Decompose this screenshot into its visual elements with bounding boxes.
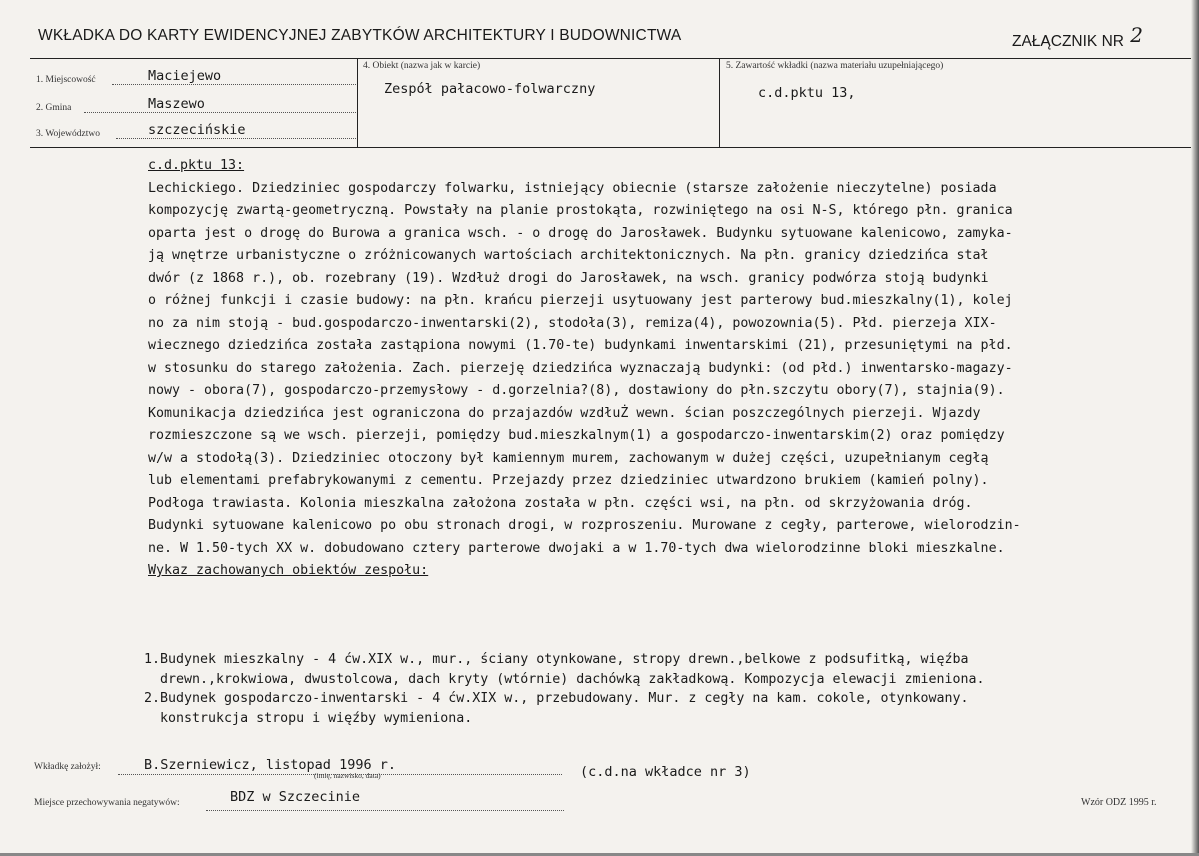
miejscowosc-label: 1. Miejscowość: [36, 75, 96, 85]
body-line: Podłoga trawiasta. Kolonia mieszkalna założona została w płn. części wsi, na płn. od skrzyżowania dróg.: [148, 495, 973, 511]
body-line: w/w a stodołą(3). Dziedziniec otoczony był kamiennym murem, zachowanym w dużej części, uzupełnianym cegłą: [148, 450, 989, 466]
objects-list: [144, 650, 985, 728]
scan-edge: [1191, 0, 1199, 856]
body-line: o różnej funkcji i czasie budowy: na płn. krańcu pierzeji usytuowany jest parterowy bud.mieszkalny(1), kolej: [148, 293, 1013, 308]
zawartosc-label: 5. Zawartość wkładki (nazwa materiału uzupełniającego): [726, 61, 944, 71]
negatives-field: [34, 789, 574, 812]
body-line: ją wnętrze urbanistyczne o zróżnicowanych wartościach architektonicznych. Na płn. granicy dziedzińca stał: [148, 248, 989, 263]
zawartosc-value: c.d.pktu 13,: [758, 85, 856, 101]
dotted-line: [112, 84, 356, 85]
list-item: 2.Budynek gospodarczo-inwentarski - 4 ćw.XIX w., przebudowany. Mur. z cegły na kam. cokole, otynkowany.: [144, 691, 969, 706]
obiekt-label: 4. Obiekt (nazwa jak w karcie): [363, 61, 481, 71]
list-item: 1.Budynek mieszkalny - 4 ćw.XIX w., mur., ściany otynkowane, stropy drewn.,belkowe z podsufitką, więźba: [144, 652, 969, 667]
author-label: Wkładkę założył:: [34, 762, 101, 772]
continuation-note: (c.d.na wkładce nr 3): [580, 764, 751, 780]
dotted-line: [206, 810, 564, 811]
header-grid: [30, 58, 1192, 148]
gmina-value: Maszewo: [148, 96, 205, 112]
author-value: B.Szerniewicz, listopad 1996 r.: [144, 757, 396, 773]
gmina-field: [36, 95, 356, 115]
form-title: WKŁADKA DO KARTY EWIDENCYJNEJ ZABYTKÓW ARCHITEKTURY I BUDOWNICTWA: [38, 27, 682, 44]
attachment-label: ZAŁĄCZNIK NR: [1012, 33, 1124, 50]
wojewodztwo-value: szczecińskie: [148, 122, 246, 138]
form-version: Wzór ODZ 1995 r.: [1081, 797, 1157, 808]
body-line: nowy - obora(7), gospodarczo-przemysłowy - d.gorzelnia?(8), dostawiony do płn.szczytu obory(7), stajnia(9).: [148, 383, 1005, 398]
dotted-line: [84, 112, 356, 113]
body-line: Komunikacja dziedzińca jest ograniczona do przajazdów wzdłuŻ wewn. ścian poszczególnych pierzeji. Wjazdy: [148, 405, 981, 421]
obiekt-value: Zespół pałacowo-folwarczny: [384, 81, 596, 97]
body-line: Lechickiego. Dziedziniec gospodarczy folwarku, istniejący obiecnie (starsze założenie nieczytelne) posiada: [148, 180, 997, 196]
body-line: wiecznego dziedzińca została zastąpiona nowymi (1.70-te) budynkami inwentarskimi (21), przesuniętymi na płd.: [148, 338, 1013, 353]
description-text: [148, 155, 1148, 583]
wojewodztwo-field: [36, 121, 356, 141]
attachment-number-value: 2: [1130, 23, 1144, 47]
body-line: lub elementami prefabrykowanymi z cementu. Przejazdy przez dziedziniec utwardzono brukiem (kamień polny).: [148, 473, 989, 488]
body-line: ne. W 1.50-tych XX w. dobudowano cztery parterowe dwojaki a w 1.70-tych dwa wielorodzinne bloki mieszkalne.: [148, 540, 1005, 556]
body-line: Budynki sytuowane kalenicowo po obu stronach drogi, w rozproszeniu. Murowane z cegły, parterowe, wielorodzin-: [148, 518, 1021, 533]
attachment-number: [1012, 23, 1144, 51]
miejscowosc-value: Maciejewo: [148, 68, 222, 84]
body-line: rozmieszczone są we wsch. pierzeji, pomiędzy bud.mieszkalnym(1) a gospodarczo-inwentarskim(2) oraz pomiędzy: [148, 428, 1005, 443]
list-item: drewn.,krokwiowa, dwustolcowa, dach kryty (wtórnie) dachówką zakładkową. Kompozycja elewacji zmieniona.: [144, 671, 985, 687]
author-field: [34, 757, 574, 780]
list-heading: Wykaz zachowanych obiektów zespołu:: [148, 563, 429, 578]
list-item: konstrukcja stropu i więźby wymieniona.: [144, 710, 473, 726]
grid-divider: [357, 59, 358, 147]
author-hint: (imię, nazwisko, data): [314, 771, 381, 780]
dotted-line: [116, 138, 356, 139]
body-line: dwór (z 1868 r.), ob. rozebrany (19). Wzdłuż drogi do Jarosławek, na wsch. granicy podwórza stoją budynki: [148, 270, 989, 286]
body-line: w stosunku do starego założenia. Zach. pierzeję dziedzińca wyznaczają budynki: (od płd.) inwentarsko-magazy-: [148, 360, 1013, 376]
gmina-label: 2. Gmina: [36, 103, 72, 113]
body-line: no za nim stoją - bud.gospodarczo-inwentarski(2), stodoła(3), remiza(4), powozownia(5). Płd. pierzeja XIX-: [148, 315, 997, 331]
miejscowosc-field: [36, 67, 356, 87]
negatives-label: Miejsce przechowywania negatywów:: [34, 798, 180, 808]
wojewodztwo-label: 3. Województwo: [36, 129, 100, 139]
body-line: kompozycję zwartą-geometryczną. Powstały na planie prostokąta, rozwiniętego na osi N-S, którego płn. granica: [148, 203, 1013, 218]
body-heading: c.d.pktu 13:: [148, 158, 245, 173]
body-line: oparta jest o drogę do Burowa a granica wsch. - o drogę do Jarosławek. Budynku sytuowane kalenicowo, zamyka-: [148, 225, 1013, 241]
negatives-value: BDZ w Szczecinie: [230, 789, 361, 805]
grid-divider: [719, 59, 720, 147]
